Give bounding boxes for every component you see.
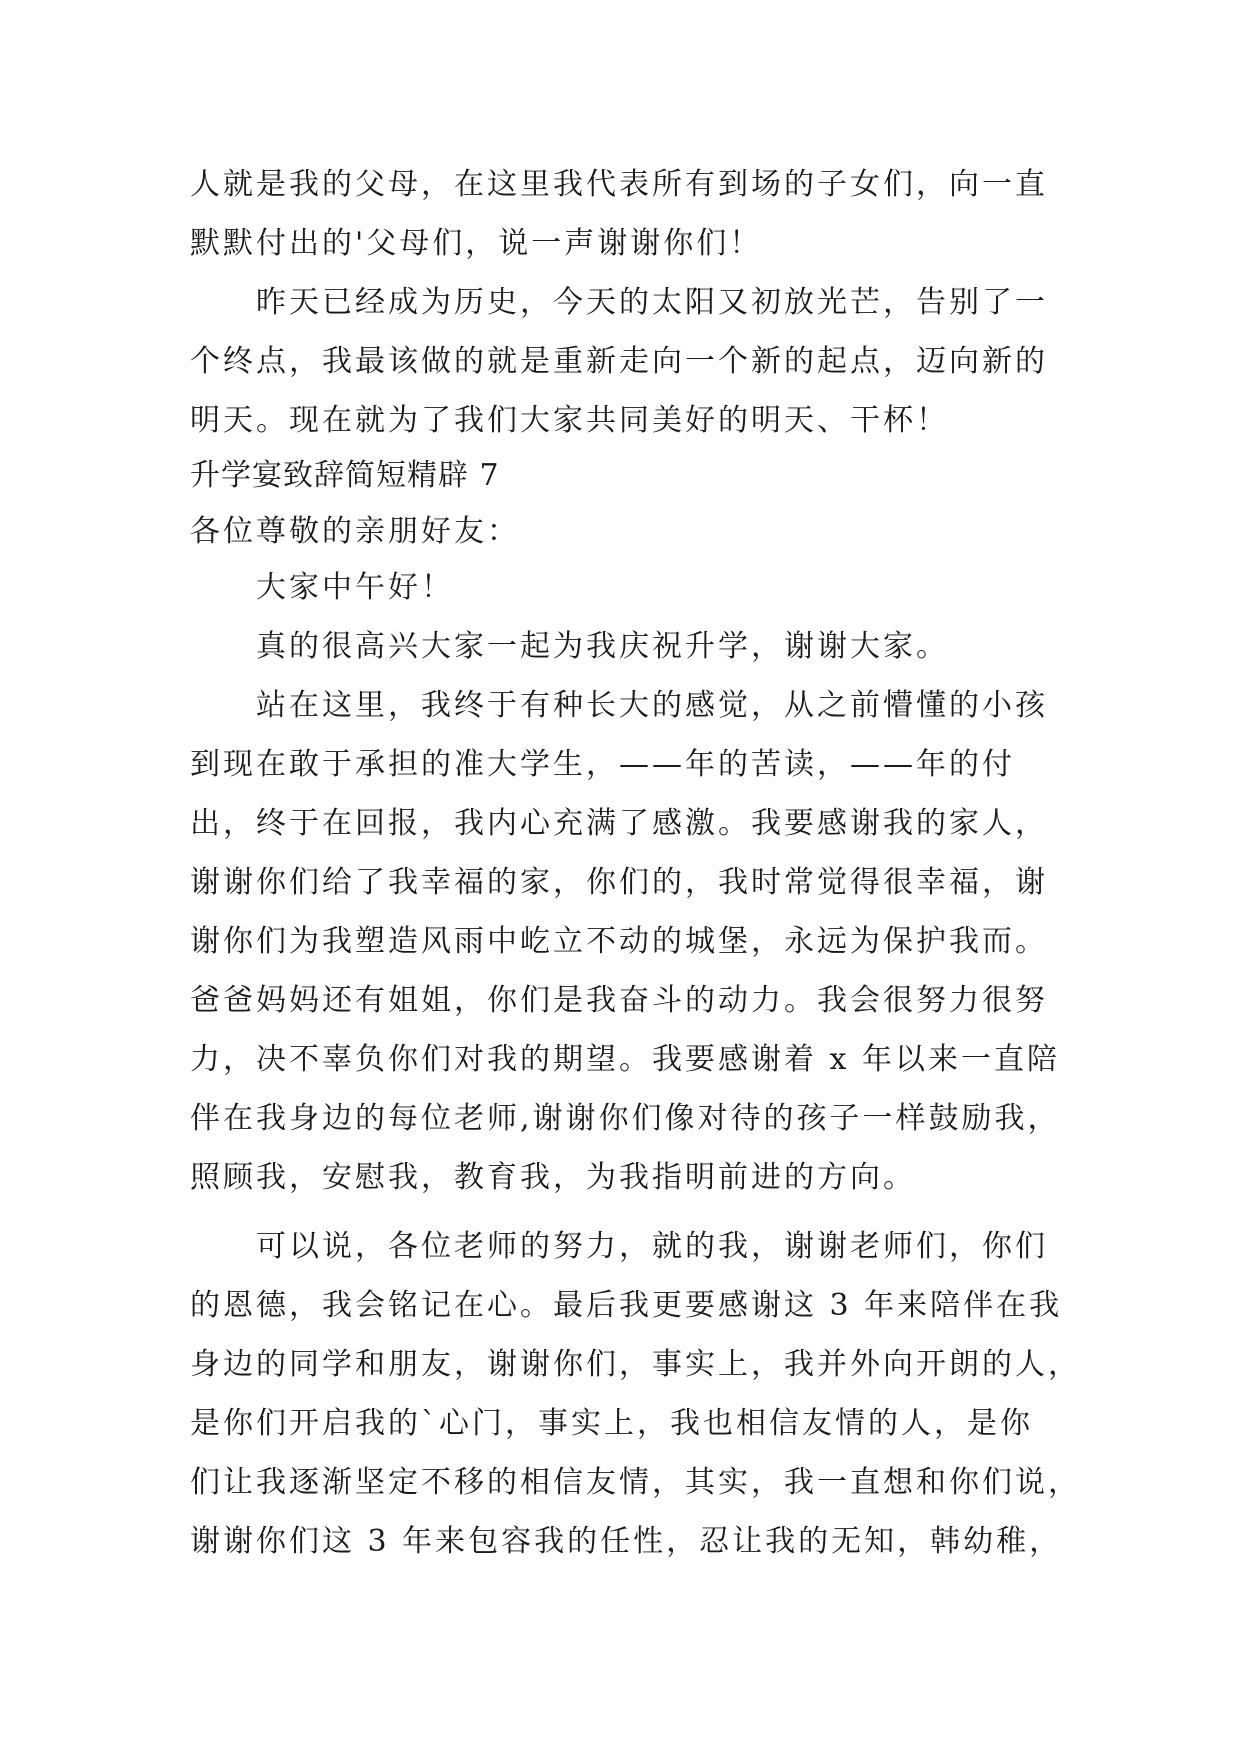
text-line: 伴在我身边的每位老师,谢谢你们像对待的孩子一样鼓励我， [190,1101,1061,1136]
text-line: 默默付出的'父母们，说一声谢谢你们！ [190,226,763,261]
section-heading: 升学宴致辞简短精辟 7 [190,458,500,493]
text-line: 力，决不辜负你们对我的期望。我要感谢着 x 年以来一直陪 [190,1042,1060,1077]
paragraph-start-line: 昨天已经成为历史，今天的太阳又初放光芒，告别了一 [256,285,1048,320]
text-line: 谢谢你们这 3 年来包容我的任性，忍让我的无知，韩幼稚， [190,1524,1063,1559]
text-line: 到现在敢于承担的准大学生，——年的苦读，——年的付 [190,747,1015,782]
paragraph-start-line: 站在这里，我终于有种长大的感觉，从之前懵懂的小孩 [256,688,1048,723]
text-line: 的恩德，我会铭记在心。最后我更要感谢这 3 年来陪伴在我 [190,1288,1063,1323]
text-line: 是你们开启我的`心门，事实上，我也相信友情的人，是你 [190,1406,1033,1441]
salutation: 各位尊敬的亲朋好友： [190,514,520,549]
text-line: 个终点，我最该做的就是重新走向一个新的起点，迈向新的 [190,344,1048,379]
text-line: 出，终于在回报，我内心充满了感激。我要感谢我的家人， [190,806,1048,841]
paragraph-start-line: 可以说，各位老师的努力，就的我，谢谢老师们，你们 [256,1229,1048,1264]
text-line: 照顾我，安慰我，教育我，为我指明前进的方向。 [190,1160,916,1195]
text-line: 谢你们为我塑造风雨中屹立不动的城堡，永远为保护我而。 [190,924,1048,959]
text-line: 爸爸妈妈还有姐姐，你们是我奋斗的动力。我会很努力很努 [190,983,1048,1018]
text-line: 谢谢你们给了我幸福的家，你们的，我时常觉得很幸福，谢 [190,865,1048,900]
text-line: 明天。现在就为了我们大家共同美好的明天、干杯！ [190,403,949,438]
greeting-line: 大家中午好！ [256,570,454,605]
text-line: 们让我逐渐坚定不移的相信友情，其实，我一直想和你们说， [190,1465,1081,1500]
paragraph-start-line: 真的很高兴大家一起为我庆祝升学，谢谢大家。 [256,629,949,664]
text-line: 人就是我的父母，在这里我代表所有到场的子女们，向一直 [190,167,1048,202]
text-line: 身边的同学和朋友，谢谢你们，事实上，我并外向开朗的人， [190,1347,1081,1382]
